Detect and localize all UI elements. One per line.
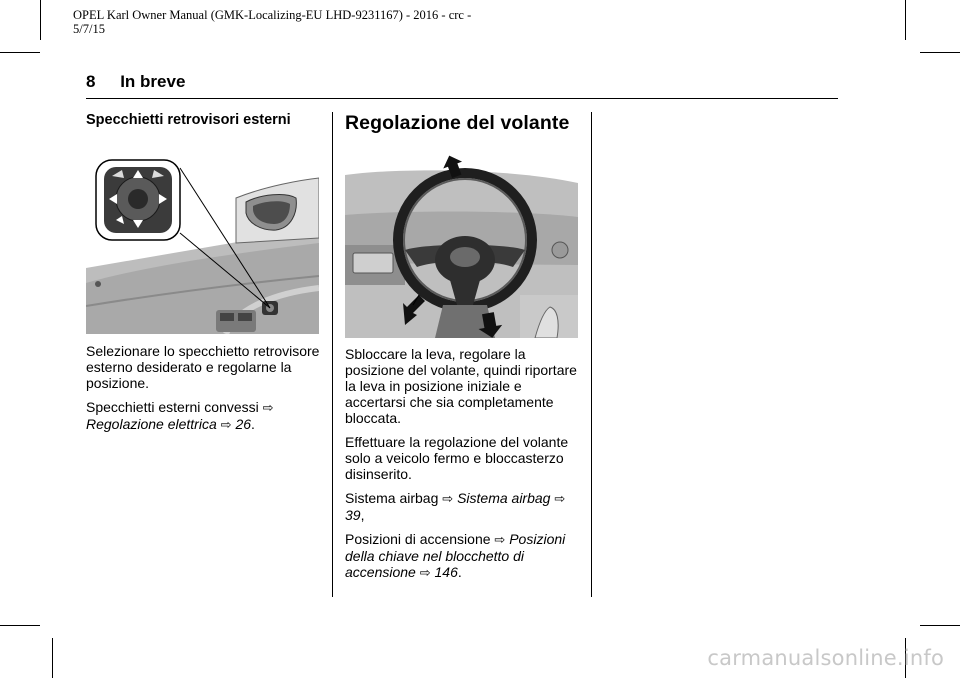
watermark-logo: carmanualsonline.info — [707, 646, 944, 670]
section-title: In breve — [120, 72, 186, 91]
crop-mark — [920, 52, 960, 53]
reference-text: Posizioni di accensione — [345, 531, 491, 547]
left-column — [86, 112, 320, 128]
mirrors-heading: Specchietti retrovisori esterni — [86, 112, 291, 128]
reference-link[interactable]: Posizioni della chiave nel blocchetto di accensione — [345, 531, 566, 580]
page-header — [86, 72, 185, 92]
punctuation: . — [251, 416, 255, 432]
left-column-body — [86, 343, 320, 441]
crop-mark — [920, 625, 960, 626]
reference-page[interactable]: 146 — [434, 564, 458, 580]
steering-instruction: Sbloccare la leva, regolare la posizione del volante, quindi riportare la leva in posizione iniziale e accertarsi che sia completamente bloccata. — [345, 346, 577, 426]
reference-arrow-icon: ⇨ — [494, 532, 506, 547]
steering-wheel-illustration — [345, 155, 578, 338]
reference-text: Specchietti esterni convessi — [86, 399, 259, 415]
reference-arrow-icon: ⇨ — [554, 491, 566, 506]
reference-page[interactable]: 39 — [345, 507, 361, 523]
reference-arrow-icon: ⇨ — [220, 417, 232, 432]
ignition-reference — [345, 531, 581, 581]
steering-warning: Effettuare la regolazione del volante solo a veicolo fermo e bloccasterzo disinserito. — [345, 434, 569, 482]
crop-mark — [0, 52, 40, 53]
mirror-instruction: Selezionare lo specchietto retrovisore esterno desiderato e regolarne la posizione. — [86, 343, 320, 391]
right-column — [345, 112, 581, 135]
punctuation: . — [457, 564, 462, 580]
right-column-body — [345, 346, 581, 589]
crop-mark — [40, 0, 41, 40]
column-divider — [591, 112, 592, 597]
reference-link[interactable]: Sistema airbag — [457, 490, 551, 506]
crop-mark — [52, 638, 53, 678]
steering-heading: Regolazione del volante — [345, 112, 570, 134]
mirror-control-illustration — [86, 158, 319, 334]
reference-arrow-icon: ⇨ — [419, 565, 431, 580]
column-divider — [332, 112, 333, 597]
meta-line-2: 5/7/15 — [73, 22, 105, 36]
meta-line-1: OPEL Karl Owner Manual (GMK-Localizing-EU LHD-9231167) - 2016 - crc - — [73, 8, 472, 22]
reference-text: Sistema airbag — [345, 490, 439, 506]
reference-arrow-icon: ⇨ — [262, 400, 274, 415]
document-meta — [73, 8, 503, 36]
crop-mark — [0, 625, 40, 626]
page-number: 8 — [86, 72, 96, 91]
reference-link[interactable]: Regolazione elettrica — [86, 416, 217, 432]
punctuation: , — [360, 507, 365, 523]
mirror-reference — [86, 399, 320, 433]
airbag-reference — [345, 490, 581, 523]
crop-mark — [905, 0, 906, 40]
header-rule — [86, 98, 838, 99]
reference-arrow-icon: ⇨ — [442, 491, 454, 506]
reference-page[interactable]: 26 — [235, 416, 252, 432]
